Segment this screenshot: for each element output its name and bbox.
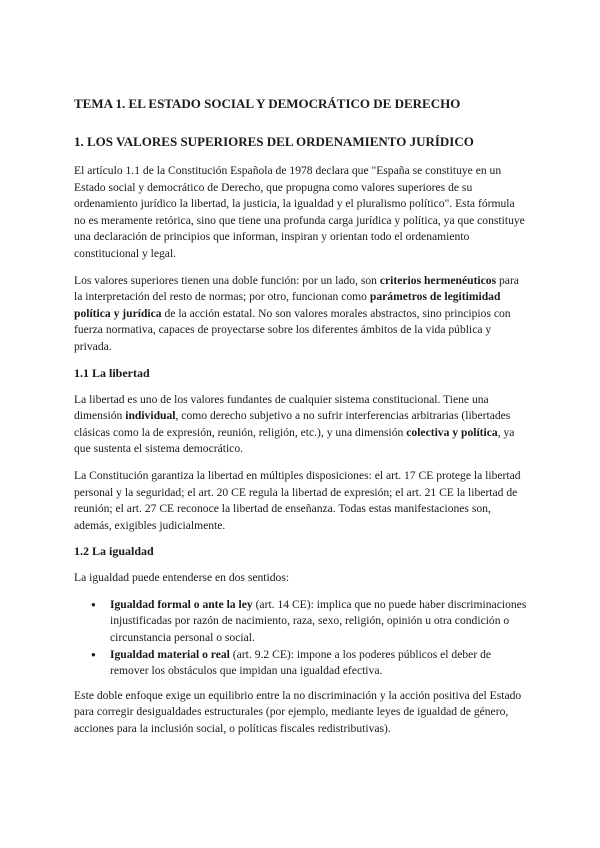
section-heading-valores: 1. LOS VALORES SUPERIORES DEL ORDENAMIENTO JURÍDICO <box>74 134 474 149</box>
paragraph-igualdad-cierre: Este doble enfoque exige un equilibrio entre la no discriminación y la acción positiva del Estado para corregir desigualdades estructurales (por ejemplo, mediante leyes de igualdad de género, acciones para la inclusión social, o políticas fiscales redistributivas). <box>74 688 522 736</box>
bold-colectiva-politica: colectiva y política <box>406 425 498 439</box>
text-run: para la interpretación del resto de normas; por otro, funcionan como <box>74 273 519 304</box>
paragraph-igualdad-intro: La igualdad puede entenderse en dos sentidos: <box>74 571 290 585</box>
subsection-heading-libertad: 1.1 La libertad <box>74 365 150 380</box>
paragraph-libertad-garantias: La Constitución garantiza la libertad en múltiples disposiciones: el art. 17 CE protege la libertad personal y la seguridad; el art. 20 CE regula la libertad de expresión; el art. 21 CE la libertad de reunión; el art. 27 CE reconoce la libertad de enseñanza. Todas estas manifestaciones son, además, exigibles judicialmente. <box>74 468 521 532</box>
bold-parametros-legitimidad: parámetros de legitimidad política y jurídica <box>74 290 501 320</box>
bold-igualdad-formal: Igualdad formal o ante la ley <box>110 597 253 611</box>
bold-igualdad-material: Igualdad material o real <box>110 647 230 661</box>
text-run: , ya que sustenta el sistema democrático. <box>74 425 515 456</box>
subsection-heading-igualdad: 1.2 La igualdad <box>74 544 154 559</box>
text-run: de la acción estatal. No son valores morales abstractos, sino principios con fuerza normativa, capaces de proyectarse sobre los diferentes ámbitos de la vida pública y privada. <box>74 306 511 353</box>
bold-individual: individual <box>125 409 176 423</box>
list-item-igualdad-formal <box>110 597 528 647</box>
document-title: TEMA 1. EL ESTADO SOCIAL Y DEMOCRÁTICO DE DERECHO <box>74 96 461 111</box>
igualdad-list <box>74 597 528 680</box>
text-run: La libertad es uno de los valores fundantes de cualquier sistema constitucional. Tiene una dimensión <box>74 392 489 423</box>
list-item-igualdad-material <box>110 647 528 680</box>
paragraph-articulo-1-1: El artículo 1.1 de la Constitución Española de 1978 declara que "España se constituye en un Estado social y democrático de Derecho, que propugna como valores superiores de su ordenamiento jurídico la libertad, la justicia, la igualdad y el pluralismo político". Esta fórmula no es meramente retórica, sino que tiene una profunda carga jurídica y política, ya que constituye una declaración de principios que informan, inspiran y orientan todo el ordenamiento constitucional y legal. <box>74 164 525 260</box>
paragraph-doble-funcion <box>74 273 528 356</box>
text-run: (art. 14 CE): implica que no puede haber discriminaciones injustificadas por razón de nacimiento, raza, sexo, religión, opinión u otra condición o circunstancia personal o social. <box>110 597 527 645</box>
text-run: Los valores superiores tienen una doble función: por un lado, son <box>74 273 380 287</box>
text-run: (art. 9.2 CE): impone a los poderes públicos el deber de remover los obstáculos que impidan una igualdad efectiva. <box>110 647 492 678</box>
bold-criterios-hermeneuticos: criterios hermenéuticos <box>379 273 497 287</box>
text-run: , como derecho subjetivo a no sufrir interferencias arbitrarias (libertades clásicas como la de expresión, reunión, religión, etc.), y una dimensión <box>74 409 511 439</box>
paragraph-libertad-dimensiones <box>74 392 528 458</box>
